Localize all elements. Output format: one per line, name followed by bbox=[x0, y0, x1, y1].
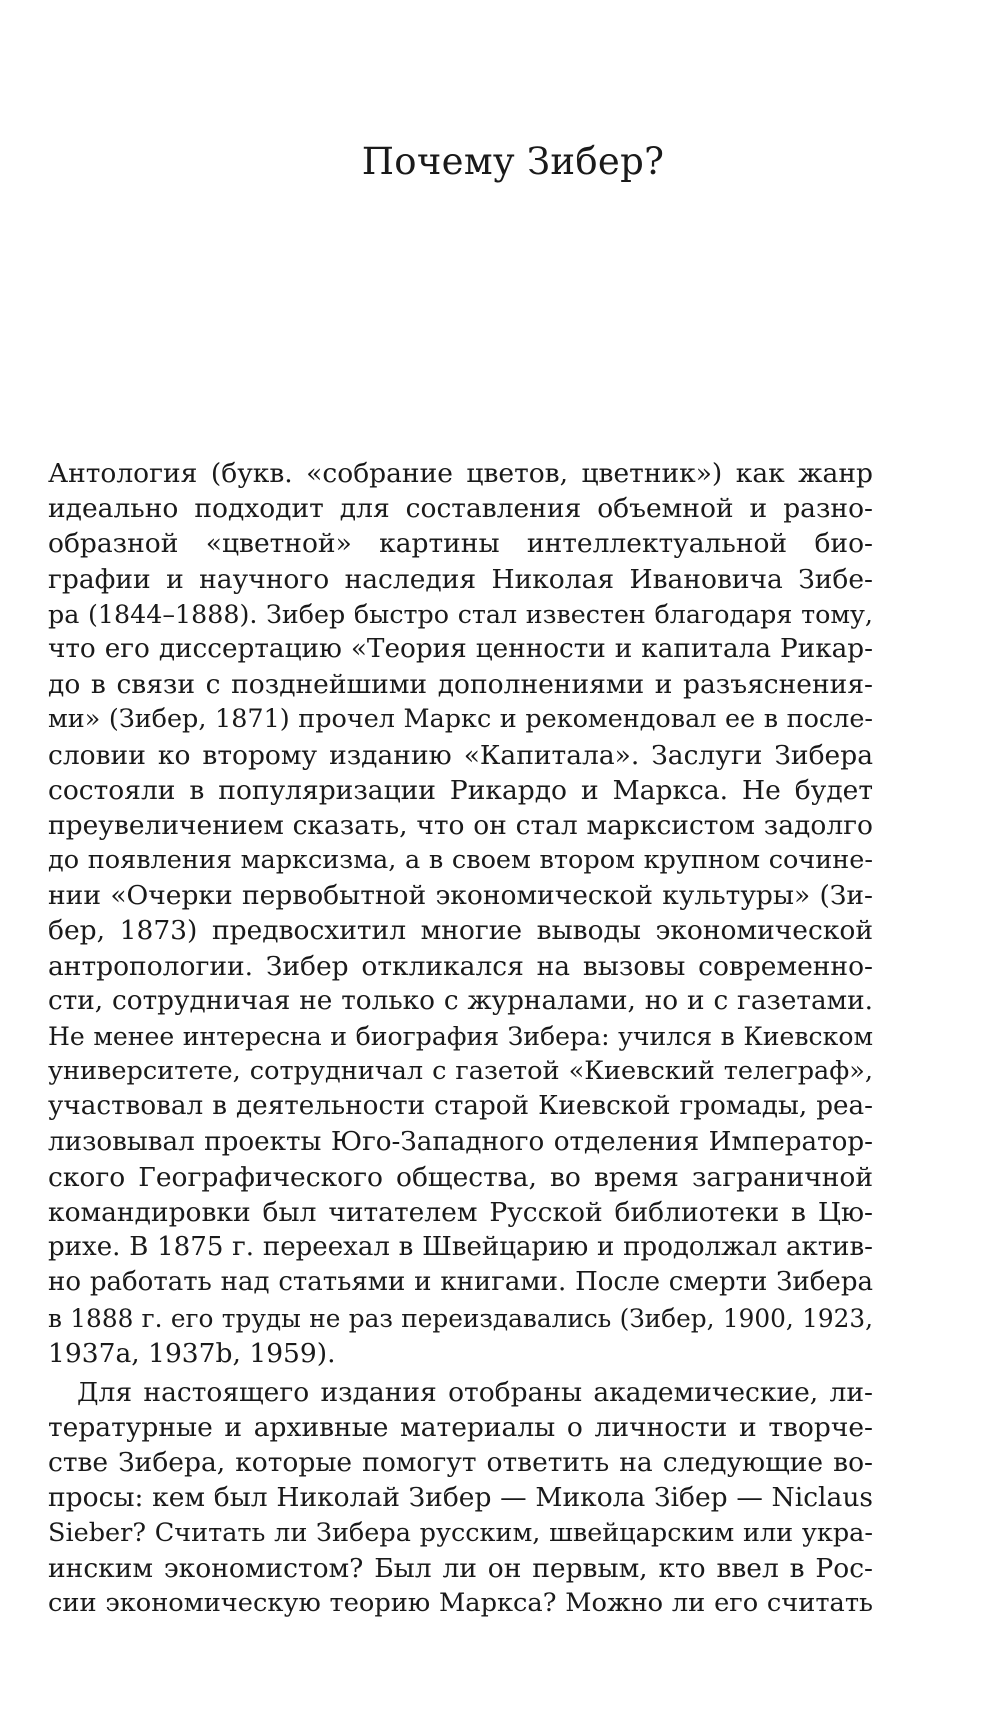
text-line: ми» (Зибер, 1871) прочел Маркс и рекомендовал ее в после- bbox=[48, 704, 873, 735]
text-line: командировки был читателем Русской библиотеки в Цю- bbox=[48, 1196, 873, 1228]
text-line: антропологии. Зибер откликался на вызовы современно- bbox=[48, 950, 873, 982]
text-line: просы: кем был Николай Зибер — Микола Зібер — Niclaus bbox=[48, 1482, 873, 1514]
text-line: стве Зибера, которые помогут ответить на следующие во- bbox=[48, 1447, 873, 1479]
text-line: но работать над статьями и книгами. После смерти Зибера bbox=[48, 1267, 873, 1298]
text-line: рихе. В 1875 г. переехал в Швейцарию и продолжал актив- bbox=[48, 1232, 873, 1263]
text-line: Антология (букв. «собрание цветов, цветник») как жанр bbox=[48, 458, 873, 489]
body-text bbox=[48, 456, 873, 1621]
chapter-title-text: Почему Зибер? bbox=[361, 140, 665, 183]
text-line: Для настоящего издания отобраны академические, ли- bbox=[77, 1376, 873, 1408]
paragraph-2 bbox=[48, 1375, 873, 1621]
text-line: до появления марксизма, а в своем втором крупном сочине- bbox=[48, 845, 873, 876]
text-line: словии ко второму изданию «Капитала». Заслуги Зибера bbox=[48, 739, 873, 771]
text-line: нии «Очерки первобытной экономической культуры» (Зи- bbox=[48, 880, 873, 912]
text-line: участвовал в деятельности старой Киевской громады, реа- bbox=[48, 1091, 873, 1122]
text-line: ра (1844–1888). Зибер быстро стал известен благодаря тому, bbox=[48, 598, 873, 629]
text-line: идеально подходит для составления объемной и разно- bbox=[48, 493, 873, 525]
text-line: в 1888 г. его труды не раз переиздавались (Зибер, 1900, 1923, bbox=[48, 1303, 873, 1333]
text-line: 1937a, 1937b, 1959). bbox=[48, 1337, 336, 1369]
text-line: лизовывал проекты Юго-Западного отделения Император- bbox=[48, 1126, 873, 1157]
text-line: до в связи с позднейшими дополнениями и разъяснения- bbox=[48, 669, 873, 701]
text-line: сии экономическую теорию Маркса? Можно ли его считать bbox=[48, 1588, 873, 1618]
text-line: графии и научного наследия Николая Ивановича Зибе- bbox=[48, 563, 873, 595]
text-line: ского Географического общества, во время заграничной bbox=[48, 1161, 873, 1193]
text-line: тературные и архивные материалы о личности и творче- bbox=[48, 1412, 873, 1444]
text-line: образной «цветной» картины интеллектуальной био- bbox=[48, 528, 873, 560]
text-line: преувеличением сказать, что он стал марксистом задолго bbox=[48, 809, 873, 841]
text-line: инским экономистом? Был ли он первым, кто ввел в Рос- bbox=[48, 1552, 873, 1584]
text-line: университете, сотрудничал с газетой «Киевский телеграф», bbox=[48, 1056, 873, 1087]
text-line: Sieber? Считать ли Зибера русским, швейцарским или укра- bbox=[48, 1517, 873, 1548]
paragraph-1 bbox=[48, 456, 873, 1371]
text-line: бер, 1873) предвосхитил многие выводы экономической bbox=[48, 915, 873, 947]
chapter-title bbox=[0, 138, 1000, 186]
text-line: Не менее интересна и биография Зибера: учился в Киевском bbox=[48, 1022, 873, 1051]
text-line: состояли в популяризации Рикардо и Маркса. Не будет bbox=[48, 774, 873, 806]
text-line: что его диссертацию «Теория ценности и капитала Рикар- bbox=[48, 633, 873, 664]
text-line: сти, сотрудничая не только с журналами, но и с газетами. bbox=[48, 985, 873, 1016]
